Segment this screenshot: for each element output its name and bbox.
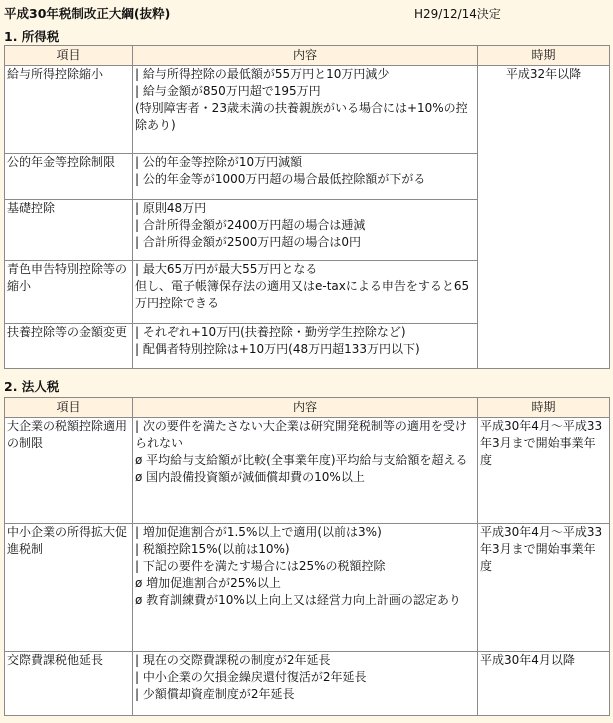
row-content (133, 324, 478, 369)
content-line: | 給与所得控除の最低額が55万円と10万円減少 (135, 67, 390, 81)
content-line: | それぞれ+10万円(扶養控除・勤労学生控除など) (135, 325, 406, 339)
page-header (4, 4, 609, 22)
content-line: | 次の要件を満たさない大企業は研究開発税制等の適用を受けられない (135, 419, 467, 450)
row-item: 中小企業の所得拡大促進税制 (5, 524, 133, 652)
page-title: 平成30年税制改正大綱(抜粋) (4, 6, 171, 21)
section-heading-corporate-tax: 2. 法人税 (4, 379, 60, 394)
row-period: 平成30年4月～平成33年3月まで開始事業年度 (478, 524, 610, 652)
content-line: 但し、電子帳簿保存法の適用又はe-taxによる申告をすると65万円控除できる (135, 279, 470, 310)
row-content (133, 418, 478, 524)
content-line: | 少額償却資産制度が2年延長 (135, 687, 295, 701)
content-line: | 中小企業の欠損金繰戻還付復活が2年延長 (135, 670, 367, 684)
corporate-tax-table (4, 397, 610, 716)
column-header-content: 内容 (133, 398, 478, 418)
row-content (133, 261, 478, 324)
column-header-item: 項目 (5, 398, 133, 418)
content-line: | 公的年金等が1000万円超の場合最低控除額が下がる (135, 172, 426, 186)
content-line: | 現在の交際費課税の制度が2年延長 (135, 653, 331, 667)
row-item: 扶養控除等の金額変更 (5, 324, 133, 369)
row-item: 交際費課税他延長 (5, 652, 133, 716)
row-item: 公的年金等控除制限 (5, 154, 133, 200)
content-line: | 税額控除15%(以前は10%) (135, 542, 290, 556)
content-line: | 増加促進割合が1.5%以上で適用(以前は3%) (135, 525, 382, 539)
row-content (133, 66, 478, 154)
table-header-row (5, 46, 610, 66)
column-header-period: 時期 (478, 46, 610, 66)
column-header-item: 項目 (5, 46, 133, 66)
column-header-period: 時期 (478, 398, 610, 418)
content-line: ø 国内設備投資額が減価償却費の10%以上 (135, 470, 365, 484)
row-item: 給与所得控除縮小 (5, 66, 133, 154)
decision-date: H29/12/14決定 (414, 7, 501, 21)
content-line: | 最大65万円が最大55万円となる (135, 262, 318, 276)
income-tax-table (4, 45, 610, 369)
row-item: 青色申告特別控除等の縮小 (5, 261, 133, 324)
row-content (133, 652, 478, 716)
content-line: ø 増加促進割合が25%以上 (135, 576, 281, 590)
table-row (5, 652, 610, 716)
table-header-row (5, 398, 610, 418)
content-line: ø 平均給与支給額が比較(全事業年度)平均給与支給額を超える (135, 453, 468, 467)
table-row (5, 66, 610, 154)
row-period: 平成32年以降 (478, 66, 610, 369)
row-item: 基礎控除 (5, 200, 133, 261)
content-line: | 配偶者特別控除は+10万円(48万円超133万円以下) (135, 342, 420, 356)
content-line: | 下記の要件を満たす場合には25%の税額控除 (135, 559, 386, 573)
table-row (5, 524, 610, 652)
content-line: | 原則48万円 (135, 201, 207, 215)
row-period: 平成30年4月以降 (478, 652, 610, 716)
content-line: ø 教育訓練費が10%以上向上又は経営力向上計画の認定あり (135, 593, 461, 607)
row-content (133, 154, 478, 200)
content-line: | 公的年金等控除が10万円減額 (135, 155, 303, 169)
section-heading-income-tax: 1. 所得税 (4, 29, 60, 44)
content-line: | 合計所得金額が2400万円超の場合は逓減 (135, 218, 366, 232)
row-content (133, 200, 478, 261)
table-row (5, 418, 610, 524)
row-content (133, 524, 478, 652)
content-line: (特別障害者・23歳未満の扶養親族がいる場合には+10%の控除あり) (135, 101, 468, 132)
row-period: 平成30年4月～平成33年3月まで開始事業年度 (478, 418, 610, 524)
row-item: 大企業の税額控除適用の制限 (5, 418, 133, 524)
content-line: | 給与金額が850万円超で195万円 (135, 84, 321, 98)
content-line: | 合計所得金額が2500万円超の場合は0円 (135, 235, 362, 249)
column-header-content: 内容 (133, 46, 478, 66)
